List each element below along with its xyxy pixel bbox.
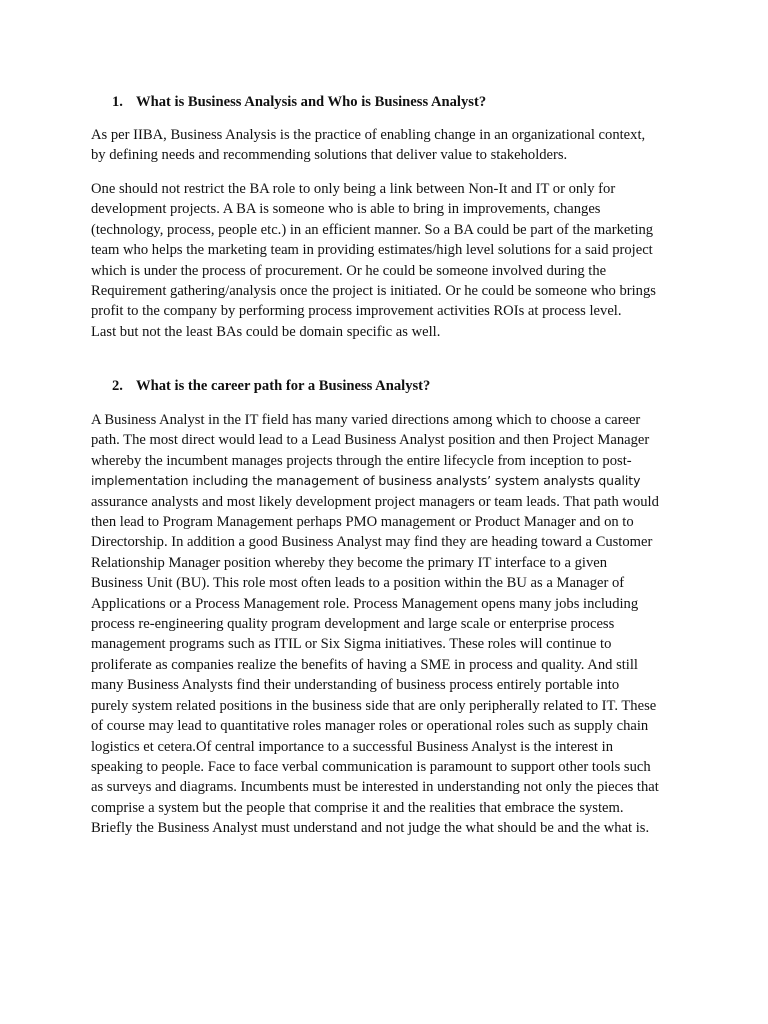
- paragraph-line: many Business Analysts find their understanding of business process entirely portable into: [91, 677, 620, 694]
- paragraph-line: development projects. A BA is someone who is able to bring in improvements, changes: [91, 201, 601, 218]
- paragraph-line: logistics et cetera.Of central importance to a successful Business Analyst is the interest in: [91, 738, 613, 755]
- paragraph-line: Requirement gathering/analysis once the project is initiated. Or he could be someone who brings: [91, 283, 656, 300]
- paragraph-line: comprise a system but the people that comprise it and the realities that embrace the system.: [91, 799, 624, 816]
- paragraph-line: Last but not the least BAs could be domain specific as well.: [91, 323, 441, 340]
- paragraph-line: Briefly the Business Analyst must understand and not judge the what should be and the what is.: [91, 820, 650, 837]
- paragraph-line: Directorship. In addition a good Business Analyst may find they are heading toward a Customer: [91, 534, 653, 551]
- paragraph-line: whereby the incumbent manages projects through the entire lifecycle from inception to post-: [91, 452, 632, 469]
- paragraph-line: then lead to Program Management perhaps PMO management or Product Manager and on to: [91, 514, 634, 531]
- section-2-number: 2.: [112, 378, 123, 394]
- paragraph-line: of course may lead to quantitative roles manager roles or operational roles such as supply chain: [91, 718, 649, 735]
- section-1-title: What is Business Analysis and Who is Business Analyst?: [136, 94, 487, 110]
- paragraph-line: profit to the company by performing process improvement activities ROIs at process level.: [91, 303, 622, 320]
- section-1-paragraph-2: [91, 179, 691, 342]
- section-2-heading: [112, 376, 430, 396]
- section-1-heading: [112, 92, 486, 112]
- section-2-paragraph-1: [91, 410, 691, 839]
- paragraph-line: as surveys and diagrams. Incumbents must be interested in understanding not only the pieces that: [91, 779, 659, 796]
- paragraph-line: by defining needs and recommending solutions that deliver value to stakeholders.: [91, 147, 568, 164]
- paragraph-line: A Business Analyst in the IT field has many varied directions among which to choose a career: [91, 412, 641, 428]
- paragraph-line: path. The most direct would lead to a Lead Business Analyst position and then Project Manager: [91, 432, 650, 449]
- paragraph-line: Business Unit (BU). This role most often leads to a position within the BU as a Manager of: [91, 575, 625, 592]
- section-1-paragraph-1: [91, 125, 691, 166]
- paragraph-line: Applications or a Process Management role. Process Management opens many jobs including: [91, 595, 639, 612]
- paragraph-line: team who helps the marketing team in providing estimates/high level solutions for a said project: [91, 242, 653, 259]
- paragraph-line: which is under the process of procurement. Or he could be someone involved during the: [91, 262, 607, 279]
- section-2-title: What is the career path for a Business Analyst?: [136, 378, 431, 394]
- section-1-number: 1.: [112, 94, 123, 110]
- paragraph-line: process re-engineering quality program development and large scale or enterprise process: [91, 616, 615, 633]
- paragraph-line: management programs such as ITIL or Six Sigma initiatives. These roles will continue to: [91, 636, 612, 653]
- paragraph-line: (technology, process, people etc.) in an efficient manner. So a BA could be part of the marketing: [91, 221, 654, 238]
- paragraph-line: proliferate as companies realize the benefits of having a SME in process and quality. And still: [91, 656, 638, 673]
- paragraph-line: speaking to people. Face to face verbal communication is paramount to support other tools such: [91, 758, 651, 775]
- paragraph-line: Relationship Manager position whereby they become the primary IT interface to a given: [91, 554, 608, 571]
- paragraph-line: purely system related positions in the business side that are only peripherally related to IT. These: [91, 697, 657, 714]
- paragraph-line: As per IIBA, Business Analysis is the practice of enabling change in an organizational context,: [91, 127, 646, 143]
- paragraph-line: One should not restrict the BA role to only being a link between Non-It and IT or only for: [91, 181, 616, 197]
- paragraph-line: implementation including the management of business analysts’ system analysts quality: [91, 473, 641, 489]
- paragraph-line: assurance analysts and most likely development project managers or team leads. That path would: [91, 493, 659, 510]
